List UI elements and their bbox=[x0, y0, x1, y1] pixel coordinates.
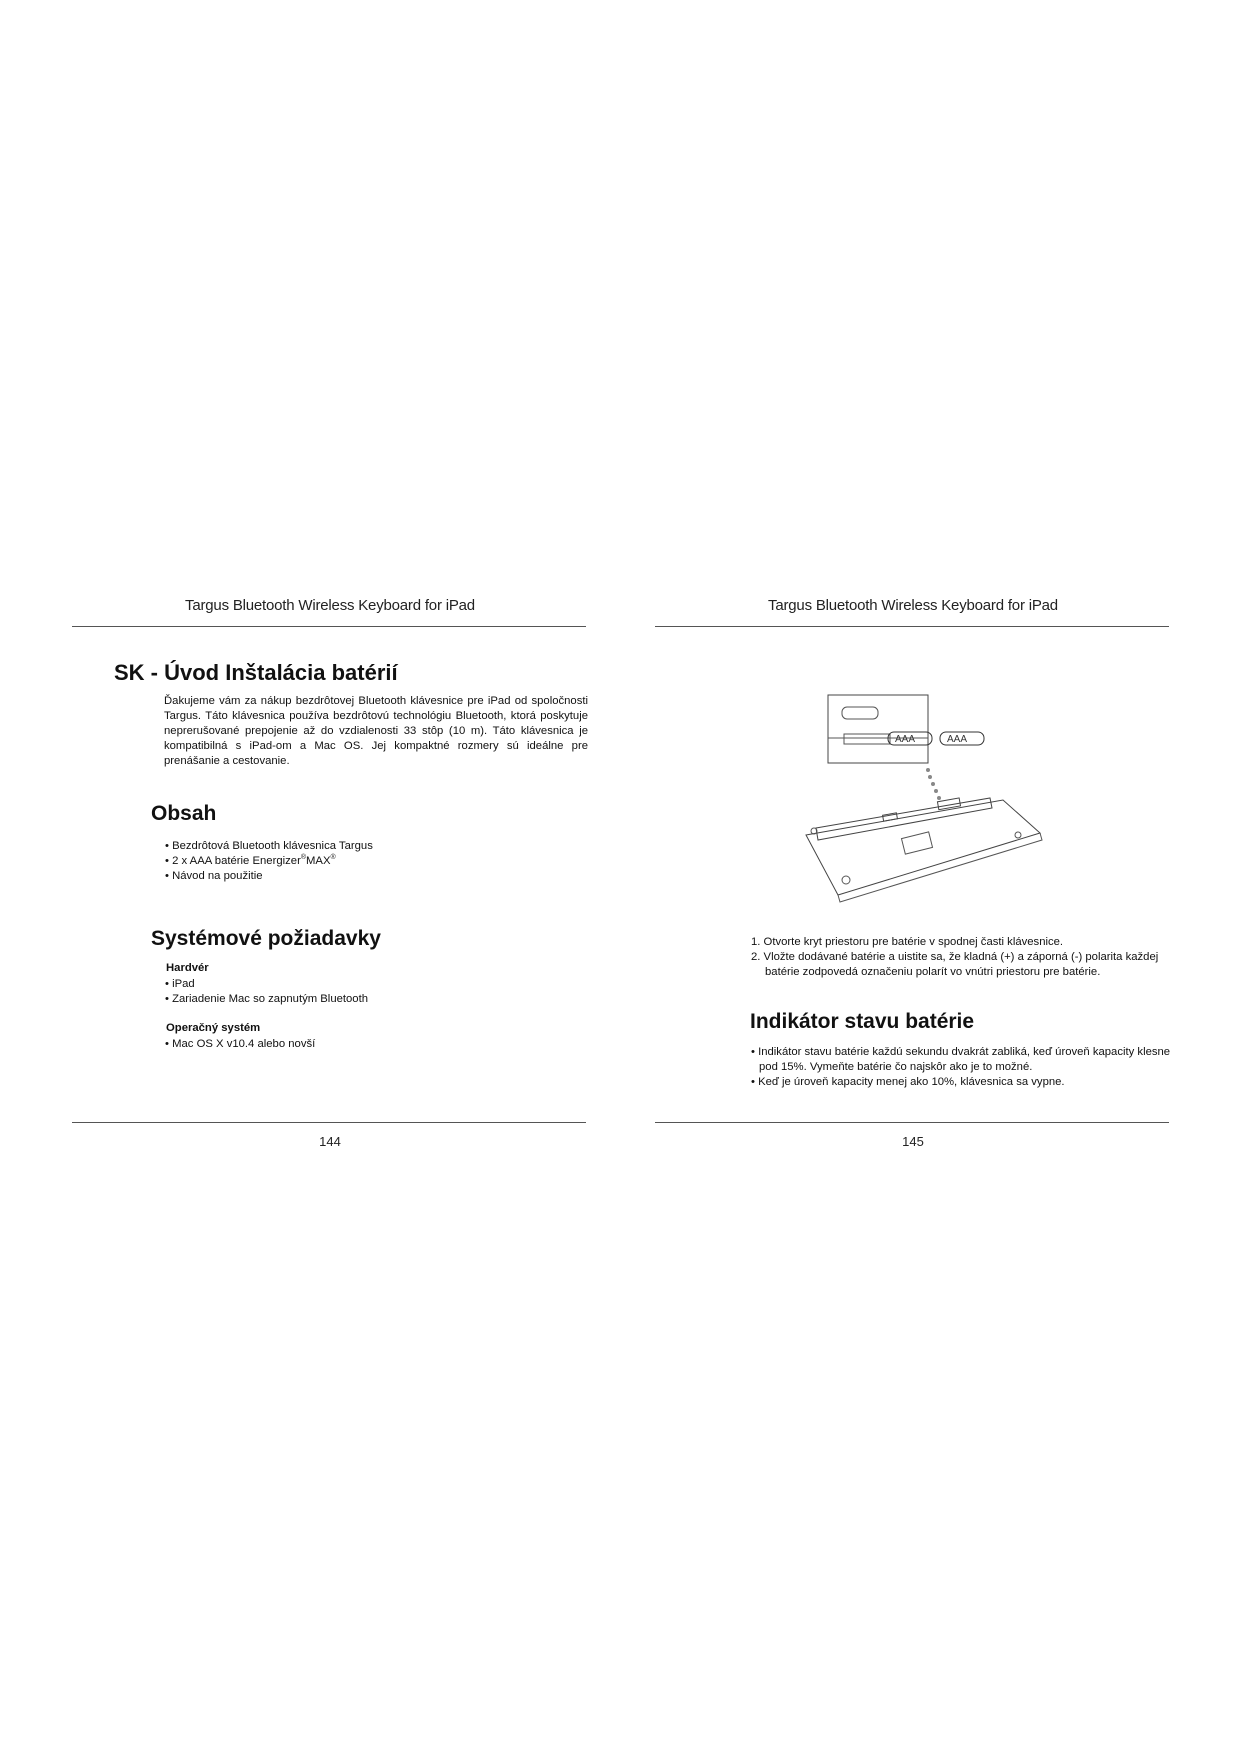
header-rule-left bbox=[72, 626, 586, 627]
battery-label: AAA bbox=[947, 734, 968, 745]
installation-steps bbox=[751, 935, 1161, 980]
battery-icon bbox=[940, 732, 984, 745]
page-number-left: 144 bbox=[319, 1134, 341, 1149]
list-item: • Indikátor stavu batérie každú sekundu dvakrát zabliká, keď úroveň kapacity klesne pod 15%. Vymeňte batérie čo najskôr ako je to možné. bbox=[751, 1046, 1171, 1073]
battery-indicator-heading: Indikátor stavu batérie bbox=[750, 1010, 975, 1033]
list-item: • Návod na použitie bbox=[165, 870, 263, 882]
footer-rule-left bbox=[72, 1122, 586, 1123]
page-number-right: 145 bbox=[902, 1134, 924, 1149]
list-item: • Zariadenie Mac so zapnutým Bluetooth bbox=[165, 993, 369, 1005]
bottom-panel bbox=[901, 832, 932, 854]
list-item: • Keď je úroveň kapacity menej ako 10%, klávesnica sa vypne. bbox=[751, 1076, 1065, 1088]
rubber-foot bbox=[1015, 832, 1021, 838]
registered-mark: ® bbox=[330, 854, 336, 862]
battery-installation-illustration bbox=[778, 690, 1048, 915]
header-rule-right bbox=[655, 626, 1169, 627]
list-item-text: MAX bbox=[306, 855, 331, 867]
os-subheading: Operačný systém bbox=[166, 1022, 261, 1034]
running-header-left: Targus Bluetooth Wireless Keyboard for iPad bbox=[185, 597, 475, 614]
keyboard-bar bbox=[816, 798, 992, 840]
list-item: • Bezdrôtová Bluetooth klávesnica Targus bbox=[165, 840, 373, 852]
inset-cover bbox=[842, 707, 878, 719]
right-page bbox=[653, 0, 1173, 1754]
list-item: • Mac OS X v10.4 alebo novší bbox=[165, 1038, 316, 1050]
contents-heading: Obsah bbox=[151, 802, 217, 825]
requirements-heading: Systémové požiadavky bbox=[151, 927, 381, 950]
battery-label: AAA bbox=[895, 734, 916, 745]
footer-rule-right bbox=[655, 1122, 1169, 1123]
contents-list bbox=[165, 839, 373, 884]
keyboard-outline bbox=[806, 800, 1040, 895]
dotted-connector bbox=[926, 768, 941, 800]
keyboard-edge bbox=[838, 833, 1042, 902]
step-item: 1. Otvorte kryt priestoru pre batérie v spodnej časti klávesnice. bbox=[751, 936, 1064, 948]
inset-slot bbox=[844, 734, 890, 744]
intro-paragraph: Ďakujeme vám za nákup bezdrôtovej Bluetooth klávesnice pre iPad od spoločnosti Targus. Táto klávesnica používa bezdrôtovú technológiu Bluetooth, ktorá poskytuje neprerušované prepojenie až do vzdialenosti 33 stôp (10 m). Táto klávesnica je kompatibilná s iPad-om a Mac OS. Jej kompaktné rozmery sú ideálne pre prenášanie a cestovanie. bbox=[164, 695, 588, 767]
battery-indicator-list bbox=[751, 1045, 1171, 1090]
running-header-right: Targus Bluetooth Wireless Keyboard for iPad bbox=[768, 597, 1058, 614]
left-page bbox=[70, 0, 590, 1754]
hardware-list bbox=[165, 977, 368, 1007]
inset-frame bbox=[828, 695, 928, 763]
registered-mark: ® bbox=[300, 854, 306, 862]
step-item: 2. Vložte dodávané batérie a uistite sa, že kladná (+) a záporná (-) polarita každej batérie zodpovedá označeniu polarít vo vnútri priestoru pre batérie. bbox=[751, 951, 1159, 978]
hardware-subheading: Hardvér bbox=[166, 962, 209, 974]
rubber-foot bbox=[842, 876, 850, 884]
list-item-text: • 2 x AAA batérie Energizer bbox=[165, 855, 301, 867]
os-list bbox=[165, 1037, 315, 1052]
list-item bbox=[165, 854, 373, 869]
list-item: • iPad bbox=[165, 978, 195, 990]
main-title: SK - Úvod Inštalácia batérií bbox=[114, 660, 398, 685]
